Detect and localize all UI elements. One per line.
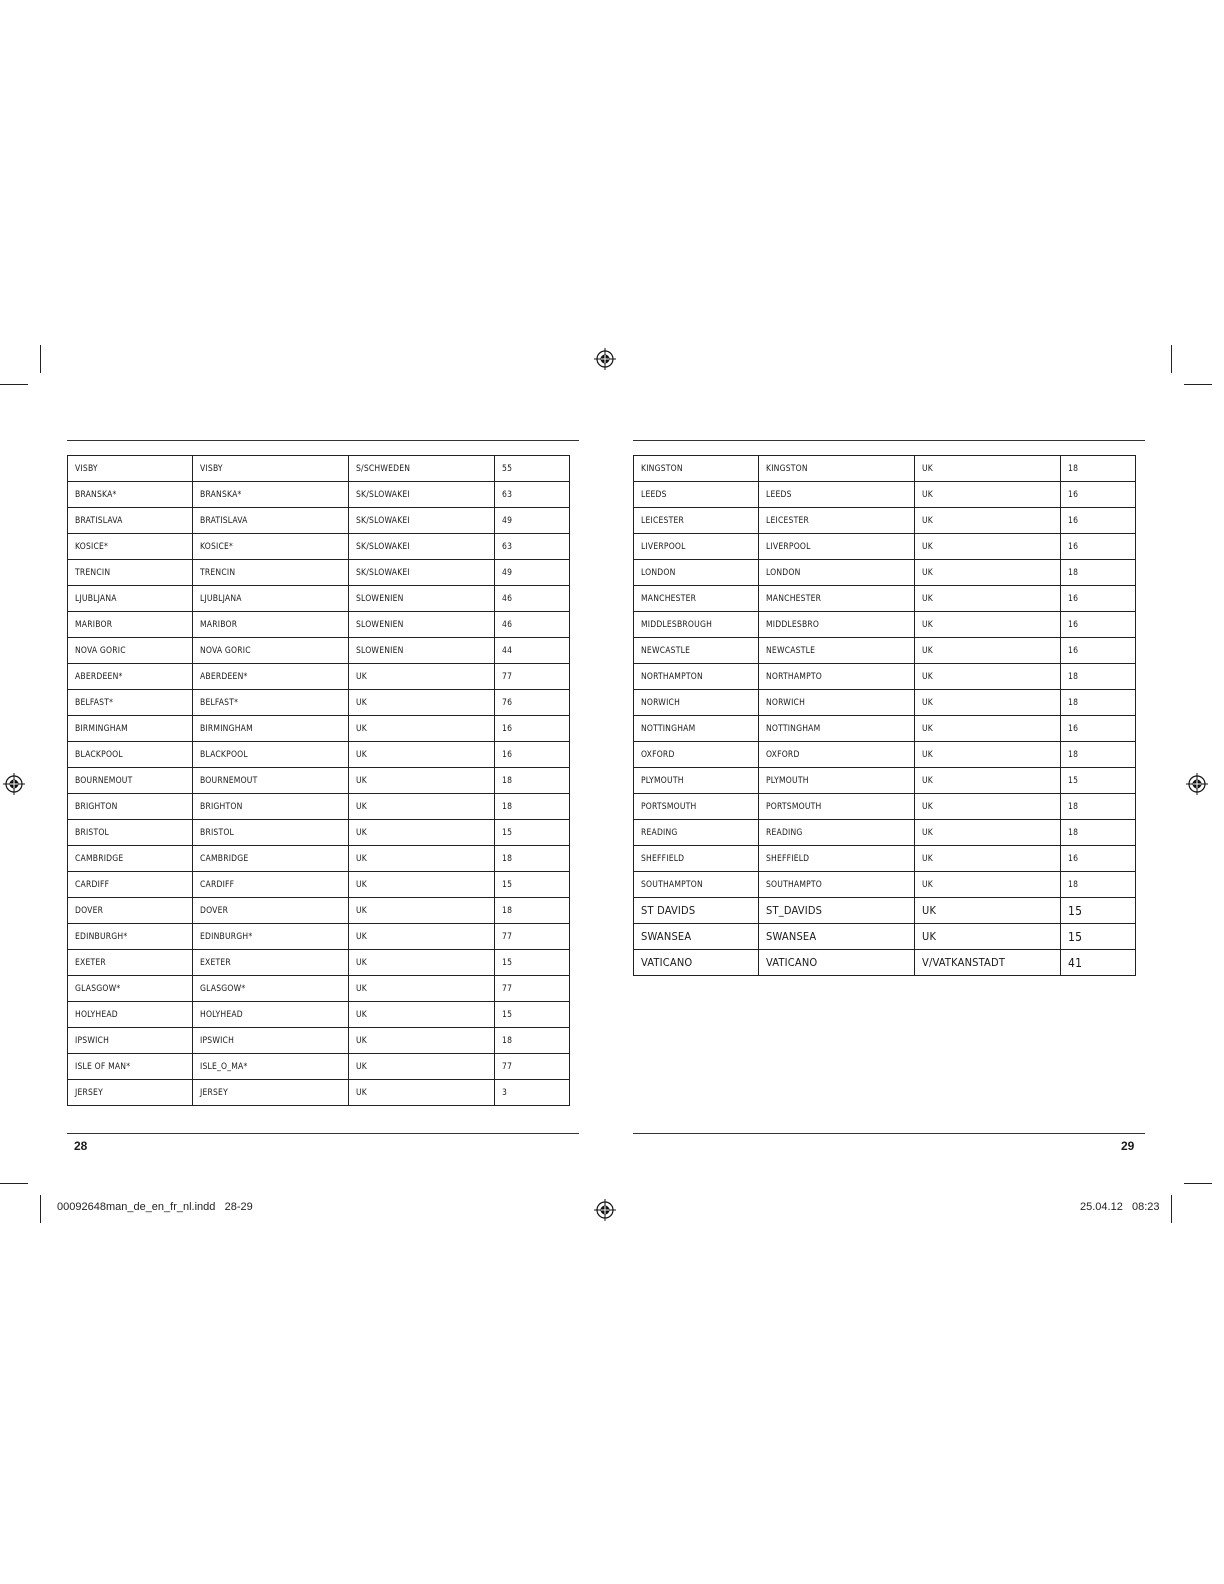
display-name-cell: CARDIFF xyxy=(193,872,349,898)
city-name-cell: NORWICH xyxy=(634,690,759,716)
crop-mark-bottom-left xyxy=(40,1195,41,1223)
city-name-cell: ST DAVIDS xyxy=(634,898,759,924)
zone-number-cell: 16 xyxy=(1061,638,1136,664)
table-row xyxy=(68,664,570,690)
city-name-cell: CARDIFF xyxy=(68,872,193,898)
display-name-cell: BRISTOL xyxy=(193,820,349,846)
city-name-cell: BIRMINGHAM xyxy=(68,716,193,742)
city-name-cell: BRISTOL xyxy=(68,820,193,846)
country-cell: UK xyxy=(349,794,495,820)
country-cell: UK xyxy=(915,820,1061,846)
display-name-cell: SOUTHAMPTO xyxy=(759,872,915,898)
country-cell: UK xyxy=(349,1080,495,1106)
display-name-cell: MARIBOR xyxy=(193,612,349,638)
table-row xyxy=(634,638,1136,664)
display-name-cell: BLACKPOOL xyxy=(193,742,349,768)
country-cell: UK xyxy=(915,456,1061,482)
table-row xyxy=(68,794,570,820)
city-name-cell: ABERDEEN* xyxy=(68,664,193,690)
display-name-cell: LONDON xyxy=(759,560,915,586)
city-name-cell: ISLE OF MAN* xyxy=(68,1054,193,1080)
country-cell: SK/SLOWAKEI xyxy=(349,560,495,586)
display-name-cell: NORWICH xyxy=(759,690,915,716)
zone-number-cell: 15 xyxy=(1061,768,1136,794)
zone-number-cell: 15 xyxy=(495,820,570,846)
display-name-cell: ST_DAVIDS xyxy=(759,898,915,924)
zone-number-cell: 18 xyxy=(495,768,570,794)
crop-mark-top-right-h xyxy=(1184,384,1212,385)
table-row xyxy=(634,690,1136,716)
country-cell: UK xyxy=(349,820,495,846)
display-name-cell: ISLE_O_MA* xyxy=(193,1054,349,1080)
display-name-cell: PLYMOUTH xyxy=(759,768,915,794)
country-cell: UK xyxy=(349,1028,495,1054)
country-cell: UK xyxy=(349,976,495,1002)
table-row xyxy=(634,820,1136,846)
display-name-cell: MIDDLESBRO xyxy=(759,612,915,638)
country-cell: UK xyxy=(915,560,1061,586)
registration-mark-icon xyxy=(3,773,25,795)
display-name-cell: VISBY xyxy=(193,456,349,482)
country-cell: UK xyxy=(915,612,1061,638)
country-cell: UK xyxy=(349,716,495,742)
table-row xyxy=(634,508,1136,534)
country-cell: UK xyxy=(349,1054,495,1080)
display-name-cell: GLASGOW* xyxy=(193,976,349,1002)
city-name-cell: MARIBOR xyxy=(68,612,193,638)
table-row xyxy=(68,716,570,742)
country-cell: SLOWENIEN xyxy=(349,586,495,612)
country-cell: UK xyxy=(915,846,1061,872)
table-row xyxy=(634,742,1136,768)
city-name-cell: DOVER xyxy=(68,898,193,924)
zone-number-cell: 18 xyxy=(1061,794,1136,820)
country-cell: UK xyxy=(915,794,1061,820)
zone-number-cell: 3 xyxy=(495,1080,570,1106)
city-name-cell: VATICANO xyxy=(634,950,759,976)
left-page-top-rule xyxy=(67,440,579,441)
country-cell: UK xyxy=(349,1002,495,1028)
zone-number-cell: 15 xyxy=(495,872,570,898)
display-name-cell: SHEFFIELD xyxy=(759,846,915,872)
zone-number-cell: 63 xyxy=(495,534,570,560)
zone-number-cell: 16 xyxy=(495,742,570,768)
display-name-cell: PORTSMOUTH xyxy=(759,794,915,820)
zone-number-cell: 16 xyxy=(495,716,570,742)
display-name-cell: LJUBLJANA xyxy=(193,586,349,612)
country-cell: UK xyxy=(915,924,1061,950)
zone-number-cell: 15 xyxy=(1061,924,1136,950)
slug-filename: 00092648man_de_en_fr_nl.indd 28-29 xyxy=(57,1201,253,1213)
display-name-cell: MANCHESTER xyxy=(759,586,915,612)
country-cell: UK xyxy=(915,690,1061,716)
table-row xyxy=(68,1002,570,1028)
crop-mark-bottom-right-h xyxy=(1184,1183,1212,1184)
zone-number-cell: 15 xyxy=(495,1002,570,1028)
city-name-cell: LJUBLJANA xyxy=(68,586,193,612)
city-name-cell: BOURNEMOUT xyxy=(68,768,193,794)
display-name-cell: NORTHAMPTO xyxy=(759,664,915,690)
table-row xyxy=(68,768,570,794)
zone-number-cell: 16 xyxy=(1061,508,1136,534)
zone-number-cell: 18 xyxy=(1061,690,1136,716)
country-cell: UK xyxy=(349,690,495,716)
crop-mark-top-left xyxy=(40,345,41,373)
country-cell: SK/SLOWAKEI xyxy=(349,534,495,560)
crop-mark-top-left-h xyxy=(0,384,28,385)
city-name-cell: GLASGOW* xyxy=(68,976,193,1002)
display-name-cell: IPSWICH xyxy=(193,1028,349,1054)
country-cell: UK xyxy=(349,768,495,794)
crop-mark-bottom-left-h xyxy=(0,1183,28,1184)
country-cell: V/VATKANSTADT xyxy=(915,950,1061,976)
country-cell: UK xyxy=(349,924,495,950)
display-name-cell: NOVA GORIC xyxy=(193,638,349,664)
city-name-cell: LEEDS xyxy=(634,482,759,508)
table-row xyxy=(634,456,1136,482)
country-cell: UK xyxy=(915,586,1061,612)
display-name-cell: BIRMINGHAM xyxy=(193,716,349,742)
display-name-cell: ABERDEEN* xyxy=(193,664,349,690)
city-name-cell: HOLYHEAD xyxy=(68,1002,193,1028)
table-row xyxy=(634,872,1136,898)
display-name-cell: BRANSKA* xyxy=(193,482,349,508)
table-row xyxy=(68,1054,570,1080)
display-name-cell: DOVER xyxy=(193,898,349,924)
table-row xyxy=(68,508,570,534)
country-cell: S/SCHWEDEN xyxy=(349,456,495,482)
table-row xyxy=(634,898,1136,924)
city-name-cell: SOUTHAMPTON xyxy=(634,872,759,898)
table-row xyxy=(634,612,1136,638)
zone-number-cell: 18 xyxy=(495,1028,570,1054)
zone-number-cell: 18 xyxy=(1061,664,1136,690)
zone-number-cell: 18 xyxy=(495,898,570,924)
display-name-cell: NOTTINGHAM xyxy=(759,716,915,742)
display-name-cell: NEWCASTLE xyxy=(759,638,915,664)
table-row xyxy=(634,924,1136,950)
right-page-bottom-rule xyxy=(633,1133,1145,1134)
city-name-cell: MIDDLESBROUGH xyxy=(634,612,759,638)
country-cell: UK xyxy=(915,638,1061,664)
zone-number-cell: 77 xyxy=(495,976,570,1002)
country-cell: UK xyxy=(915,872,1061,898)
country-cell: UK xyxy=(915,742,1061,768)
table-row xyxy=(634,794,1136,820)
display-name-cell: LEEDS xyxy=(759,482,915,508)
right-page-number: 29 xyxy=(1121,1139,1135,1153)
city-name-cell: BLACKPOOL xyxy=(68,742,193,768)
display-name-cell: LEICESTER xyxy=(759,508,915,534)
city-name-cell: LONDON xyxy=(634,560,759,586)
city-name-cell: NOTTINGHAM xyxy=(634,716,759,742)
display-name-cell: BRATISLAVA xyxy=(193,508,349,534)
display-name-cell: SWANSEA xyxy=(759,924,915,950)
country-cell: SLOWENIEN xyxy=(349,612,495,638)
zone-number-cell: 18 xyxy=(495,794,570,820)
city-name-cell: KOSICE* xyxy=(68,534,193,560)
display-name-cell: CAMBRIDGE xyxy=(193,846,349,872)
zone-number-cell: 18 xyxy=(1061,456,1136,482)
city-name-cell: NOVA GORIC xyxy=(68,638,193,664)
zone-number-cell: 18 xyxy=(495,846,570,872)
display-name-cell: LIVERPOOL xyxy=(759,534,915,560)
table-row xyxy=(634,482,1136,508)
zone-number-cell: 76 xyxy=(495,690,570,716)
city-name-cell: SWANSEA xyxy=(634,924,759,950)
country-cell: UK xyxy=(915,534,1061,560)
display-name-cell: KINGSTON xyxy=(759,456,915,482)
zone-number-cell: 77 xyxy=(495,1054,570,1080)
table-row xyxy=(68,976,570,1002)
table-row xyxy=(68,482,570,508)
city-name-cell: PORTSMOUTH xyxy=(634,794,759,820)
city-name-cell: SHEFFIELD xyxy=(634,846,759,872)
city-name-cell: NEWCASTLE xyxy=(634,638,759,664)
display-name-cell: READING xyxy=(759,820,915,846)
country-cell: SK/SLOWAKEI xyxy=(349,482,495,508)
country-cell: UK xyxy=(915,482,1061,508)
table-row xyxy=(634,664,1136,690)
table-row xyxy=(68,950,570,976)
country-cell: UK xyxy=(349,846,495,872)
city-name-cell: OXFORD xyxy=(634,742,759,768)
city-name-cell: EDINBURGH* xyxy=(68,924,193,950)
zone-number-cell: 16 xyxy=(1061,612,1136,638)
table-row xyxy=(68,924,570,950)
zone-number-cell: 44 xyxy=(495,638,570,664)
registration-mark-icon xyxy=(594,1199,616,1221)
right-page-top-rule xyxy=(633,440,1145,441)
zone-number-cell: 41 xyxy=(1061,950,1136,976)
table-row xyxy=(634,846,1136,872)
table-row xyxy=(68,456,570,482)
city-name-cell: READING xyxy=(634,820,759,846)
country-cell: UK xyxy=(349,950,495,976)
display-name-cell: BRIGHTON xyxy=(193,794,349,820)
city-name-cell: JERSEY xyxy=(68,1080,193,1106)
display-name-cell: HOLYHEAD xyxy=(193,1002,349,1028)
country-cell: UK xyxy=(915,508,1061,534)
table-row xyxy=(68,638,570,664)
table-row xyxy=(68,872,570,898)
zone-number-cell: 16 xyxy=(1061,846,1136,872)
registration-mark-icon xyxy=(1186,773,1208,795)
city-name-cell: TRENCIN xyxy=(68,560,193,586)
country-cell: UK xyxy=(915,664,1061,690)
zone-number-cell: 46 xyxy=(495,612,570,638)
country-cell: SK/SLOWAKEI xyxy=(349,508,495,534)
city-name-cell: LEICESTER xyxy=(634,508,759,534)
display-name-cell: EXETER xyxy=(193,950,349,976)
zone-number-cell: 77 xyxy=(495,924,570,950)
country-cell: UK xyxy=(915,898,1061,924)
display-name-cell: VATICANO xyxy=(759,950,915,976)
zone-number-cell: 49 xyxy=(495,508,570,534)
country-cell: UK xyxy=(915,768,1061,794)
city-name-cell: KINGSTON xyxy=(634,456,759,482)
table-row xyxy=(634,950,1136,976)
city-name-cell: MANCHESTER xyxy=(634,586,759,612)
zone-number-cell: 55 xyxy=(495,456,570,482)
left-city-table xyxy=(67,455,570,1106)
table-row xyxy=(68,1080,570,1106)
table-row xyxy=(634,768,1136,794)
country-cell: SLOWENIEN xyxy=(349,638,495,664)
table-row xyxy=(68,690,570,716)
zone-number-cell: 18 xyxy=(1061,742,1136,768)
display-name-cell: TRENCIN xyxy=(193,560,349,586)
city-name-cell: BRIGHTON xyxy=(68,794,193,820)
left-page-number: 28 xyxy=(74,1139,88,1153)
country-cell: UK xyxy=(349,664,495,690)
zone-number-cell: 16 xyxy=(1061,482,1136,508)
table-row xyxy=(634,534,1136,560)
table-row xyxy=(68,846,570,872)
table-row xyxy=(68,586,570,612)
city-name-cell: NORTHAMPTON xyxy=(634,664,759,690)
city-name-cell: IPSWICH xyxy=(68,1028,193,1054)
city-name-cell: BELFAST* xyxy=(68,690,193,716)
display-name-cell: KOSICE* xyxy=(193,534,349,560)
display-name-cell: JERSEY xyxy=(193,1080,349,1106)
city-name-cell: BRATISLAVA xyxy=(68,508,193,534)
table-row xyxy=(634,716,1136,742)
table-row xyxy=(68,742,570,768)
crop-mark-top-right xyxy=(1171,345,1172,373)
zone-number-cell: 16 xyxy=(1061,586,1136,612)
zone-number-cell: 16 xyxy=(1061,716,1136,742)
country-cell: UK xyxy=(349,898,495,924)
zone-number-cell: 18 xyxy=(1061,560,1136,586)
display-name-cell: OXFORD xyxy=(759,742,915,768)
city-name-cell: LIVERPOOL xyxy=(634,534,759,560)
zone-number-cell: 15 xyxy=(495,950,570,976)
right-city-table xyxy=(633,455,1136,976)
country-cell: UK xyxy=(915,716,1061,742)
table-row xyxy=(68,534,570,560)
display-name-cell: EDINBURGH* xyxy=(193,924,349,950)
zone-number-cell: 15 xyxy=(1061,898,1136,924)
zone-number-cell: 49 xyxy=(495,560,570,586)
city-name-cell: BRANSKA* xyxy=(68,482,193,508)
left-page-bottom-rule xyxy=(67,1133,579,1134)
crop-mark-bottom-right xyxy=(1171,1195,1172,1223)
table-row xyxy=(68,820,570,846)
display-name-cell: BELFAST* xyxy=(193,690,349,716)
slug-timestamp: 25.04.12 08:23 xyxy=(1080,1201,1160,1213)
table-row xyxy=(68,612,570,638)
city-name-cell: EXETER xyxy=(68,950,193,976)
city-name-cell: PLYMOUTH xyxy=(634,768,759,794)
zone-number-cell: 46 xyxy=(495,586,570,612)
country-cell: UK xyxy=(349,872,495,898)
table-row xyxy=(634,560,1136,586)
city-name-cell: CAMBRIDGE xyxy=(68,846,193,872)
zone-number-cell: 77 xyxy=(495,664,570,690)
table-row xyxy=(68,898,570,924)
table-row xyxy=(68,1028,570,1054)
zone-number-cell: 18 xyxy=(1061,872,1136,898)
country-cell: UK xyxy=(349,742,495,768)
zone-number-cell: 63 xyxy=(495,482,570,508)
table-row xyxy=(68,560,570,586)
display-name-cell: BOURNEMOUT xyxy=(193,768,349,794)
zone-number-cell: 16 xyxy=(1061,534,1136,560)
table-row xyxy=(634,586,1136,612)
city-name-cell: VISBY xyxy=(68,456,193,482)
zone-number-cell: 18 xyxy=(1061,820,1136,846)
registration-mark-icon xyxy=(594,348,616,370)
